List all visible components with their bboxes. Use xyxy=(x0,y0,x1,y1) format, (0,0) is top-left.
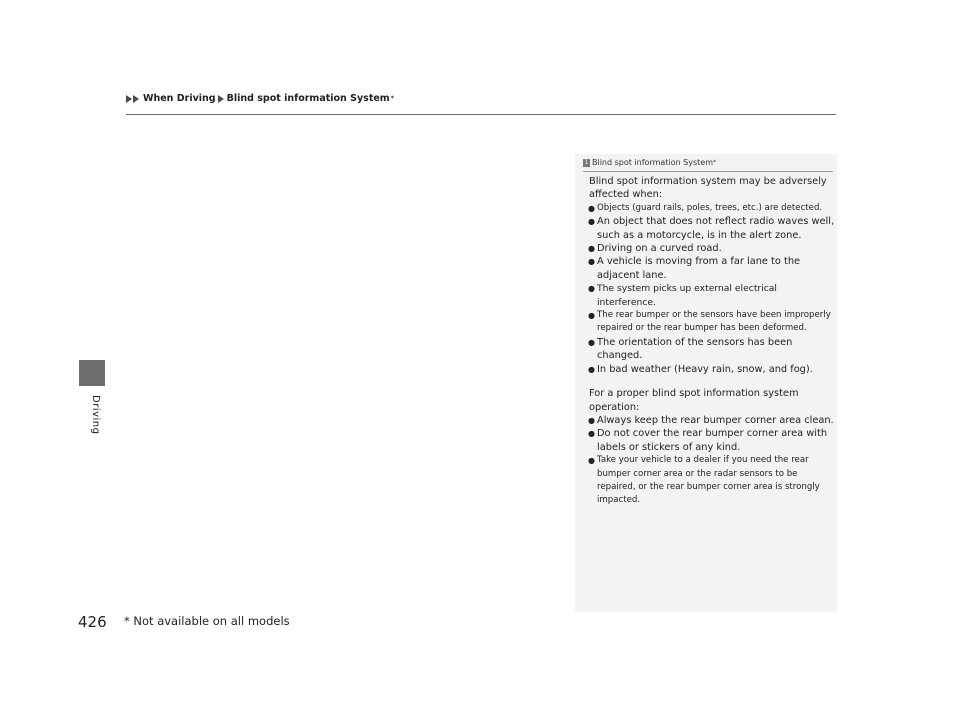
condition-item: ● Driving on a curved road. xyxy=(589,242,835,255)
page-number: 426 xyxy=(78,613,107,631)
reference-icon: 1 xyxy=(584,158,589,166)
condition-list xyxy=(589,202,835,376)
breadcrumb-arrows-icon xyxy=(126,95,140,103)
side-note-title-text: Blind spot information System xyxy=(592,158,713,167)
condition-item: ● The orientation of the sensors has been changed. xyxy=(589,336,835,363)
condition-item: ● The rear bumper or the sensors have been improperly repaired or the rear bumper has been deformed. xyxy=(589,309,835,336)
side-note-divider xyxy=(583,171,833,172)
condition-item: ● The system picks up external electrical interference. xyxy=(589,282,835,309)
operation-item: ● Do not cover the rear bumper corner area with labels or stickers of any kind. xyxy=(589,427,835,454)
breadcrumb-page-mark: * xyxy=(390,95,394,102)
breadcrumb-section[interactable]: When Driving xyxy=(143,93,216,104)
side-note-intro: Blind spot information system may be adversely affected when: xyxy=(589,176,827,201)
side-note-title xyxy=(583,158,716,167)
operation-item: ● Always keep the rear bumper corner area clean. xyxy=(589,414,835,427)
header-divider xyxy=(126,114,836,115)
breadcrumb xyxy=(126,93,394,104)
side-note-title-mark: * xyxy=(713,159,716,166)
chapter-label: Driving xyxy=(90,395,101,435)
condition-item: ● An object that does not reflect radio waves well, such as a motorcycle, is in the alert zone. xyxy=(589,215,835,242)
side-note xyxy=(575,154,837,612)
condition-item: ● Objects (guard rails, poles, trees, etc.) are detected. xyxy=(589,202,835,215)
breadcrumb-page[interactable]: Blind spot information System xyxy=(226,93,390,104)
operation-intro: For a proper blind spot information system operation: xyxy=(589,388,799,413)
chapter-tab xyxy=(79,360,105,386)
operation-item: ● Take your vehicle to a dealer if you need the rear bumper corner area or the radar sensors to be repaired, or the rear bumper corner area is strongly impacted. xyxy=(589,454,835,508)
breadcrumb-arrow-icon xyxy=(218,95,225,103)
condition-item: ● A vehicle is moving from a far lane to the adjacent lane. xyxy=(589,255,835,282)
side-note-body xyxy=(589,175,835,508)
operation-list xyxy=(589,414,835,508)
footnote: * Not available on all models xyxy=(124,614,290,628)
condition-item: ● In bad weather (Heavy rain, snow, and fog). xyxy=(589,363,835,376)
